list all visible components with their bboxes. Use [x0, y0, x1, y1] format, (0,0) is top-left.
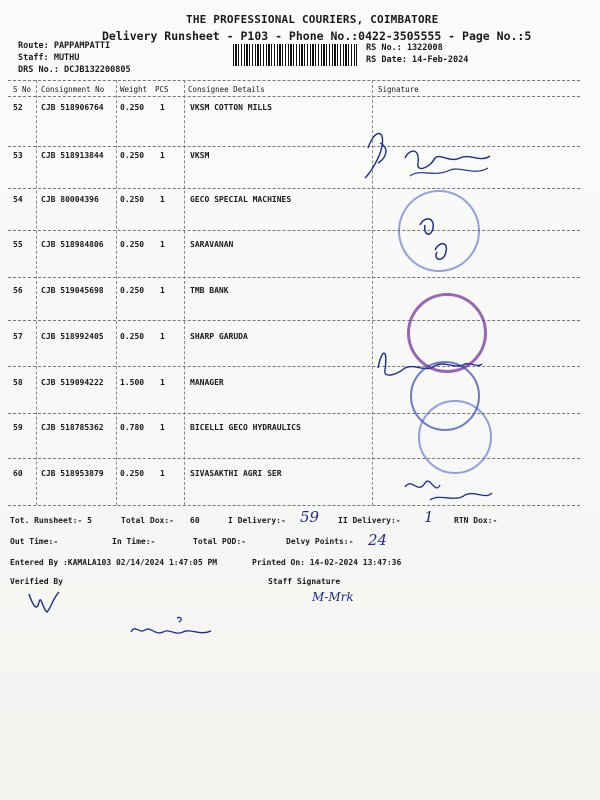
row-pcs: 1 [160, 469, 165, 478]
delvy-points-label: Delvy Points:- [286, 537, 354, 546]
verifier-initial-scribble [25, 588, 65, 618]
row-rule [8, 277, 580, 278]
row-sno: 58 [13, 378, 23, 387]
table-head-rule [8, 96, 580, 97]
delvy-points-handwritten: 24 [368, 531, 388, 549]
row-consignee: SHARP GARUDA [190, 332, 248, 341]
row-consignment: CJB 518953879 [41, 469, 104, 478]
row-sno: 53 [13, 151, 23, 160]
company-title: THE PROFESSIONAL COURIERS, COIMBATORE [186, 13, 439, 26]
row-pcs: 1 [160, 423, 165, 432]
company-stamp-seal-2 [418, 400, 492, 474]
barcode [233, 44, 357, 66]
row-rule [8, 413, 580, 414]
staff-signature-handwritten: M-Mrk [312, 590, 354, 604]
column-sno: S No [13, 85, 32, 94]
row-consignment: CJB 519045698 [41, 286, 104, 295]
i-delivery-handwritten: 59 [300, 508, 320, 526]
row-weight: 0.250 [120, 286, 145, 295]
row-pcs: 1 [160, 332, 165, 341]
row-weight: 0.250 [120, 332, 145, 341]
staff-label: Staff: MUTHU [18, 53, 80, 63]
rtn-dox-label: RTN Dox:- [454, 516, 498, 525]
row-pcs: 1 [160, 240, 165, 249]
row-rule [8, 320, 580, 321]
column-pcs: PCS [155, 85, 169, 94]
row-weight: 0.780 [120, 423, 145, 432]
row-consignment: CJB 80004396 [41, 195, 99, 204]
row-sno: 57 [13, 332, 23, 341]
row-weight: 0.250 [120, 240, 145, 249]
i-delivery-label: I Delivery:- [228, 516, 286, 525]
row-consignment: CJB 518992405 [41, 332, 104, 341]
row-consignee: BICELLI GECO HYDRAULICS [190, 423, 301, 432]
total-pod-label: Total POD:- [193, 537, 246, 546]
row-sno: 54 [13, 195, 23, 204]
row-consignee: GECO SPECIAL MACHINES [190, 195, 292, 204]
table-top-rule [8, 80, 580, 81]
entered-by: Entered By :KAMALA103 02/14/2024 1:47:05 PM [10, 558, 218, 567]
rs-number: RS No.: 1322008 [366, 43, 443, 53]
row-weight: 0.250 [120, 151, 145, 160]
row-weight: 0.250 [120, 469, 145, 478]
row-pcs: 1 [160, 195, 165, 204]
verifier-signature-scribble [125, 612, 220, 642]
staff-signature-label: Staff Signature [268, 577, 341, 586]
route-label: Route: PAPPAMPATTI [18, 41, 111, 51]
signature-scribble-53 [360, 118, 510, 188]
runsheet-title: Delivery Runsheet - P103 - Phone No.:0422-3505555 - Page No.:5 [102, 29, 532, 43]
col-rule-2 [116, 80, 117, 505]
printed-on: Printed On: 14-02-2024 13:47:36 [252, 558, 402, 567]
column-weight: Weight [120, 85, 148, 94]
col-rule-3 [184, 80, 185, 505]
row-pcs: 1 [160, 378, 165, 387]
row-consignment: CJB 518913844 [41, 151, 104, 160]
ii-delivery-label: II Delivery:- [338, 516, 401, 525]
row-sno: 55 [13, 240, 23, 249]
out-time-label: Out Time:- [10, 537, 59, 546]
row-consignment: CJB 518906764 [41, 103, 104, 112]
column-signature: Signature [378, 85, 419, 94]
row-sno: 56 [13, 286, 23, 295]
row-consignee: SIVASAKTHI AGRI SER [190, 469, 282, 478]
row-sno: 52 [13, 103, 23, 112]
col-rule-1 [36, 80, 37, 505]
row-pcs: 1 [160, 151, 165, 160]
verified-by-label: Verified By [10, 577, 63, 586]
row-rule [8, 458, 580, 459]
ii-delivery-handwritten: 1 [424, 508, 434, 526]
row-consignment: CJB 518785362 [41, 423, 104, 432]
row-rule [8, 188, 580, 189]
row-consignee: MANAGER [190, 378, 224, 387]
row-consignee: SARAVANAN [190, 240, 234, 249]
row-sno: 60 [13, 469, 23, 478]
in-time-label: In Time:- [112, 537, 156, 546]
row-weight: 0.250 [120, 103, 145, 112]
row-consignment: CJB 518984806 [41, 240, 104, 249]
row-pcs: 1 [160, 103, 165, 112]
total-dox-label: Total Dox:- [121, 516, 174, 525]
row-rule [8, 230, 580, 231]
row-sno: 59 [13, 423, 23, 432]
drs-number: DRS No.: DCJB132200805 [18, 65, 131, 75]
rs-date: RS Date: 14-Feb-2024 [366, 55, 469, 65]
column-consignment: Consignment No [41, 85, 105, 94]
row-pcs: 1 [160, 286, 165, 295]
tot-runsheet: Tot. Runsheet:- 5 [10, 516, 92, 525]
total-dox-value: 60 [190, 516, 200, 525]
row-weight: 0.250 [120, 195, 145, 204]
company-stamp-seal [398, 190, 480, 272]
column-consignee: Consignee Details [188, 85, 265, 94]
row-consignee: VKSM [190, 151, 210, 160]
row-consignee: VKSM COTTON MILLS [190, 103, 272, 112]
row-consignment: CJB 519094222 [41, 378, 104, 387]
row-consignee: TMB BANK [190, 286, 229, 295]
row-weight: 1.500 [120, 378, 145, 387]
